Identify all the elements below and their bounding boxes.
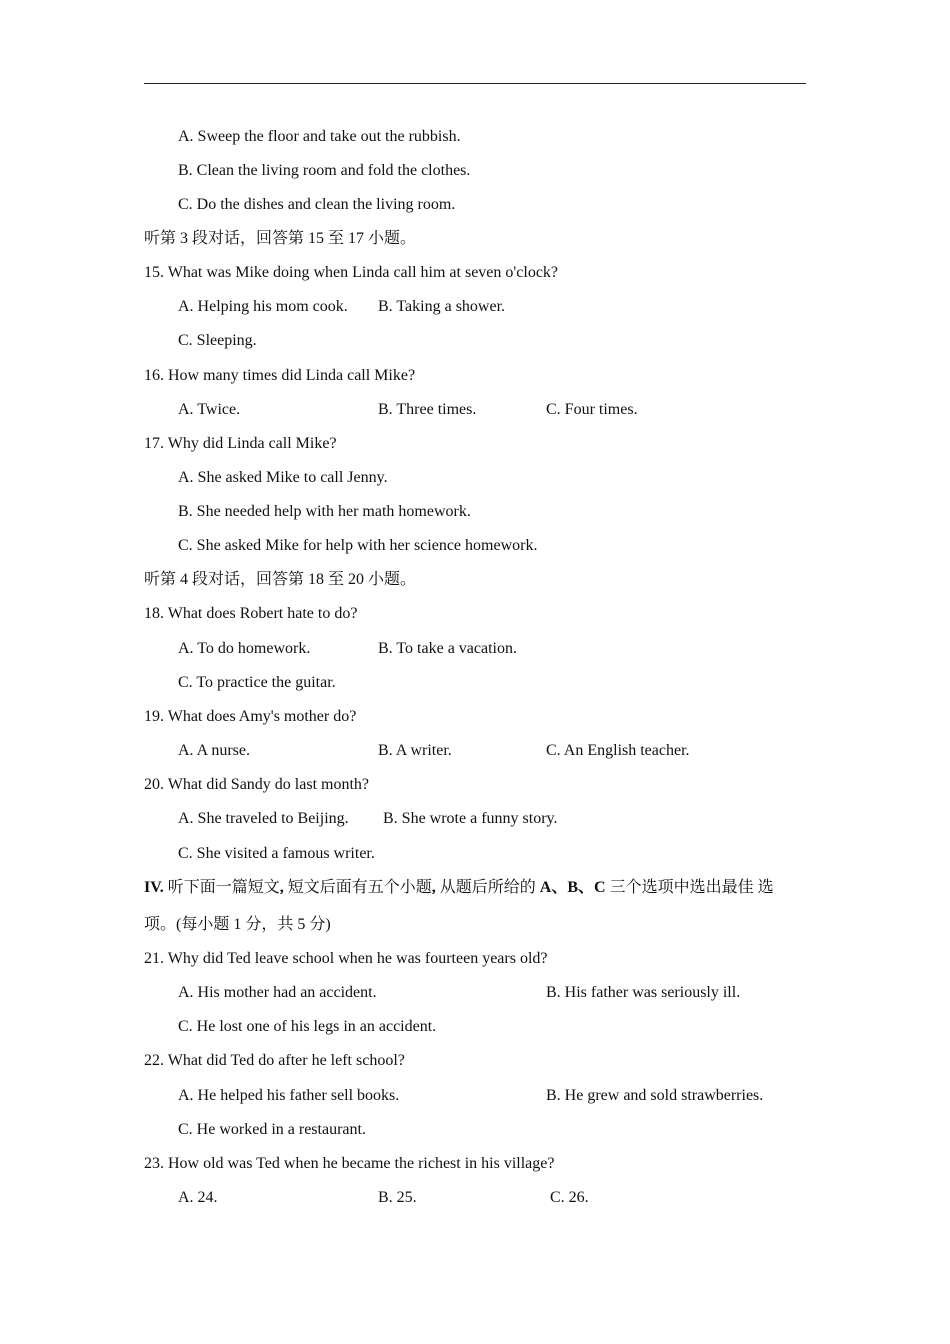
q14-option-c: C. Do the dishes and clean the living room. [178,196,456,213]
q23-option-a: A. 24. [178,1189,218,1206]
part4-text-2: 短文后面有五个小题 [283,879,432,896]
q21-option-c: C. He lost one of his legs in an accident. [178,1018,437,1035]
q16-option-c: C. Four times. [546,401,638,418]
q18-question: 18. What does Robert hate to do? [144,605,358,622]
part4-comma-2: , [431,879,436,896]
q15-option-b: B. Taking a shower. [378,298,506,315]
q19-option-b: B. A writer. [378,742,452,759]
q16-option-a: A. Twice. [178,401,241,418]
q17-question: 17. Why did Linda call Mike? [144,435,337,452]
section4-instruction: 听第 4 段对话，回答第 18 至 20 小题。 [144,571,417,588]
part4-letters: A、B、C [539,879,606,896]
q17-option-b: B. She needed help with her math homework. [178,503,471,520]
q20-option-b: B. She wrote a funny story. [383,810,558,827]
header-rule [144,83,806,84]
part4-comma-1: , [279,879,284,896]
part4-instruction [144,878,774,898]
q23-question: 23. How old was Ted when he became the richest in his village? [144,1155,555,1172]
q20-option-c: C. She visited a famous writer. [178,845,375,862]
q21-question: 21. Why did Ted leave school when he was fourteen years old? [144,950,548,967]
section3-instruction: 听第 3 段对话，回答第 15 至 17 小题。 [144,230,417,247]
part4-numeral: IV. [144,879,164,896]
part4-text-3: 从题后所给的 [435,879,540,896]
q21-option-a: A. His mother had an accident. [178,984,377,1001]
q18-option-b: B. To take a vacation. [378,640,517,657]
part4-text-4: 三个选项中选出最佳 选 [605,879,774,896]
q20-option-a: A. She traveled to Beijing. [178,810,349,827]
q19-question: 19. What does Amy's mother do? [144,708,357,725]
q14-option-b: B. Clean the living room and fold the clothes. [178,162,471,179]
q16-option-b: B. Three times. [378,401,477,418]
q16-question: 16. How many times did Linda call Mike? [144,367,416,384]
q15-option-c: C. Sleeping. [178,332,257,349]
q15-option-a: A. Helping his mom cook. [178,298,348,315]
q14-option-a: A. Sweep the floor and take out the rubbish. [178,128,461,145]
q19-option-a: A. A nurse. [178,742,250,759]
q17-option-c: C. She asked Mike for help with her science homework. [178,537,538,554]
q17-option-a: A. She asked Mike to call Jenny. [178,469,388,486]
q22-option-c: C. He worked in a restaurant. [178,1121,366,1138]
part4-instruction-line2: 项。(每小题 1 分，共 5 分) [144,916,331,933]
q15-question: 15. What was Mike doing when Linda call him at seven o'clock? [144,264,559,281]
q22-option-a: A. He helped his father sell books. [178,1087,400,1104]
q23-option-b: B. 25. [378,1189,417,1206]
q18-option-a: A. To do homework. [178,640,311,657]
q21-option-b: B. His father was seriously ill. [546,984,741,1001]
q20-question: 20. What did Sandy do last month? [144,776,370,793]
q22-option-b: B. He grew and sold strawberries. [546,1087,764,1104]
q22-question: 22. What did Ted do after he left school? [144,1052,405,1069]
q18-option-c: C. To practice the guitar. [178,674,336,691]
q19-option-c: C. An English teacher. [546,742,690,759]
part4-text-1: 听下面一篇短文 [163,879,280,896]
q23-option-c: C. 26. [550,1189,589,1206]
